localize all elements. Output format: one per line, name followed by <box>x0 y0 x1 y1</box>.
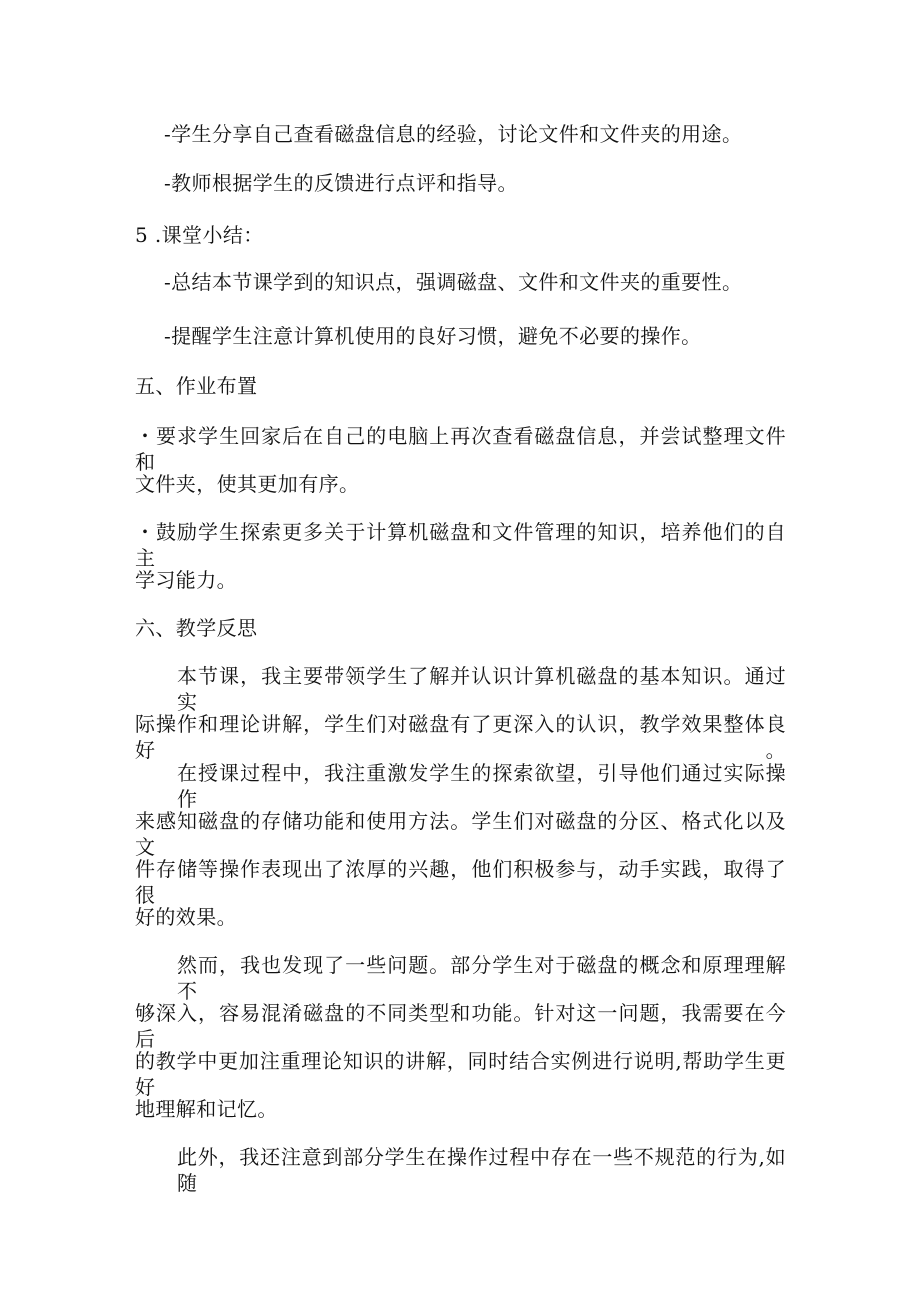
text-line: -教师根据学生的反馈进行点评和指导。 <box>164 171 518 195</box>
text-line: 好的效果。 <box>135 905 237 929</box>
text-line: 本节课，我主要带领学生了解并认识计算机磁盘的基本知识。通过实 <box>177 664 786 714</box>
text-line: -总结本节课学到的知识点，强调磁盘、文件和文件夹的重要性。 <box>164 270 743 294</box>
text-line: 此外，我还注意到部分学生在操作过程中存在一些不规范的行为,如随 <box>177 1145 786 1195</box>
text-line: 来感知磁盘的存储功能和使用方法。学生们对磁盘的分区、格式化以及文 <box>135 809 786 859</box>
text-line: 文件夹，使其更加有序。 <box>135 472 360 496</box>
text-line: 够深入，容易混淆磁盘的不同类型和功能。针对这一问题，我需要在今后 <box>135 1001 786 1051</box>
section-heading: 六、教学反思 <box>135 616 258 640</box>
section-heading: 5 .课堂小结： <box>135 223 264 247</box>
text-line: 件存储等操作表现出了浓厚的兴趣，他们积极参与，动手实践，取得了很 <box>135 857 786 907</box>
text-line: ・要求学生回家后在自己的电脑上再次查看磁盘信息，并尝试整理文件和 <box>135 424 786 474</box>
section-heading: 五、作业布置 <box>135 374 258 398</box>
text-line: 在授课过程中，我注重激发学生的探索欲望，引导他们通过实际操作 <box>177 761 786 811</box>
text-line: 际操作和理论讲解，学生们对磁盘有了更深入的认识，教学效果整体良好。 <box>135 712 786 762</box>
text-line: ・鼓励学生探索更多关于计算机磁盘和文件管理的知识，培养他们的自主 <box>135 520 786 570</box>
text-line: 然而，我也发现了一些问题。部分学生对于磁盘的概念和原理理解不 <box>177 953 786 1003</box>
text-line: -学生分享自己查看磁盘信息的经验，讨论文件和文件夹的用途。 <box>164 122 743 146</box>
text-line: -提醒学生注意计算机使用的良好习惯，避免不必要的操作。 <box>164 324 702 348</box>
text-line: 学习能力。 <box>135 568 237 592</box>
text-line: 地理解和记忆。 <box>135 1097 278 1121</box>
text-line: 的教学中更加注重理论知识的讲解，同时结合实例进行说明,帮助学生更好 <box>135 1049 786 1099</box>
